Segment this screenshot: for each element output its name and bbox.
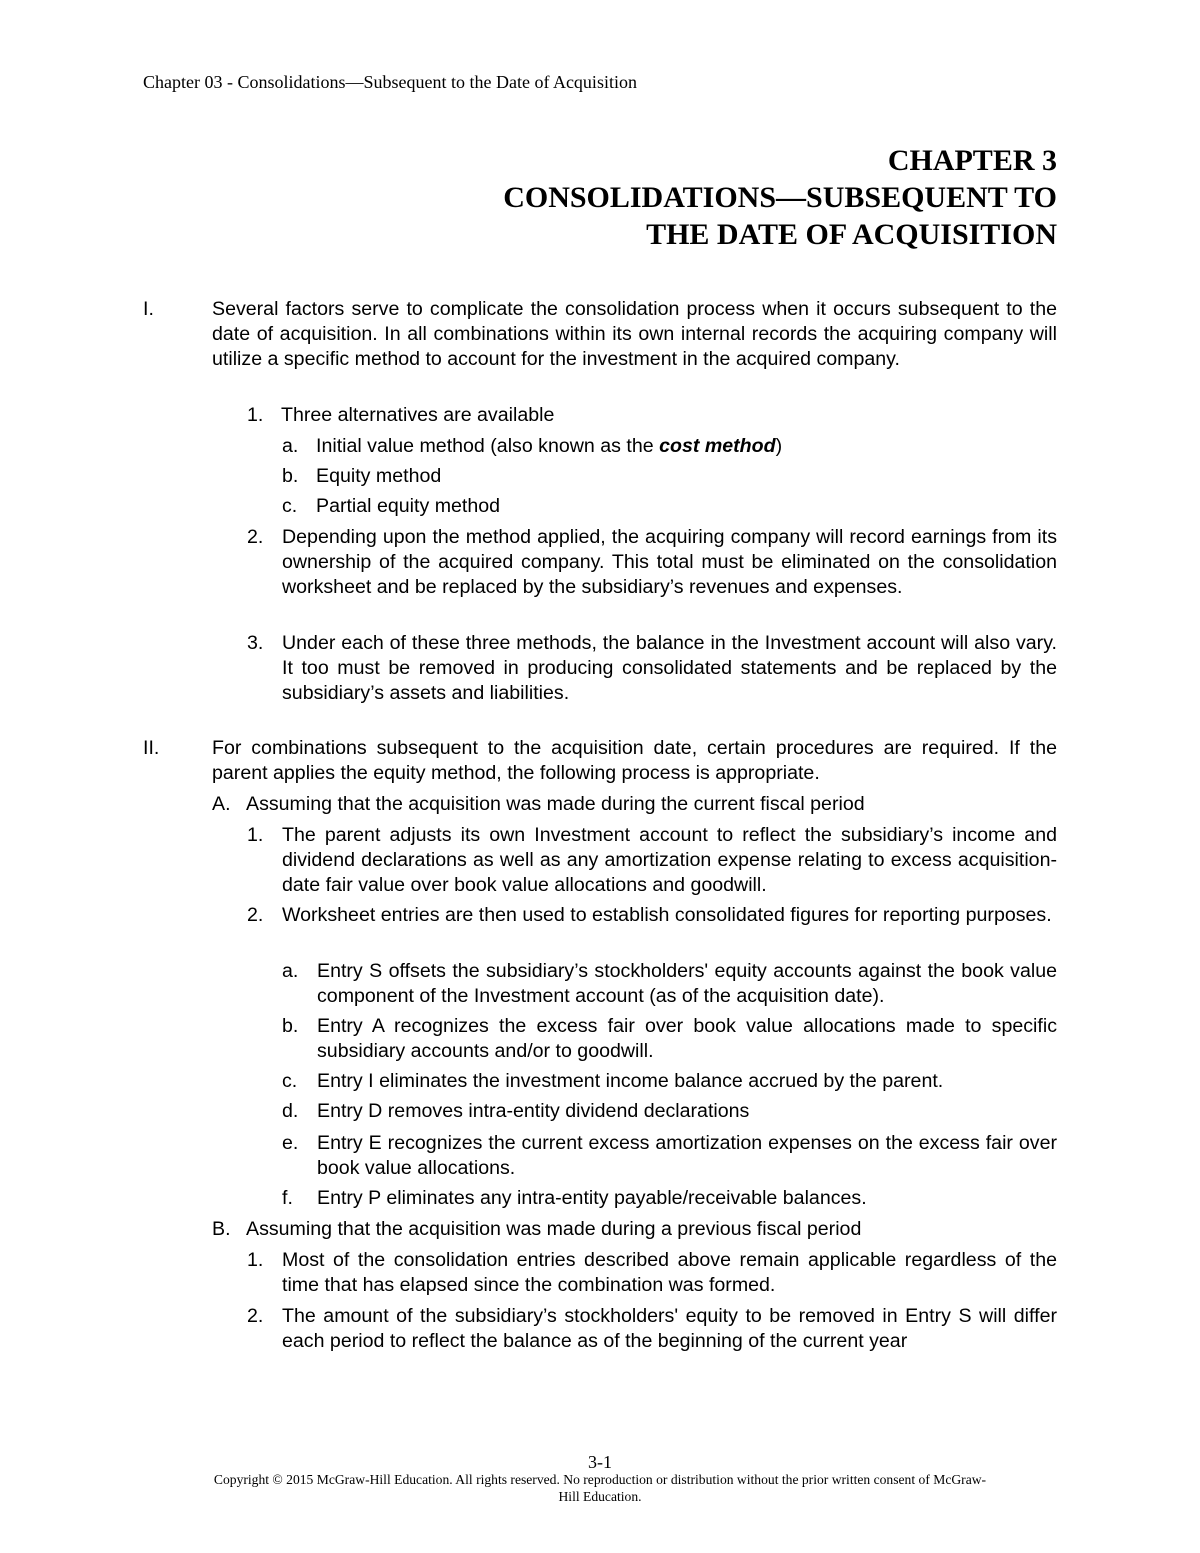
item-label: b.	[282, 1015, 299, 1037]
item-label: 3.	[247, 632, 264, 654]
subsection-heading	[212, 1217, 1057, 1242]
item-text: Entry E recognizes the current excess amortization expenses on the excess fair over book value allocations.	[317, 1132, 1057, 1179]
item-label: 2.	[247, 1305, 264, 1327]
sub-list-item	[317, 1186, 1057, 1211]
item-label: f.	[282, 1187, 293, 1209]
section-marker: II.	[143, 737, 160, 759]
sub-list-item	[282, 434, 1057, 459]
subsection-text: Assuming that the acquisition was made during the current fiscal period	[246, 793, 865, 815]
list-item	[282, 631, 1057, 706]
list-item	[282, 903, 1057, 928]
subsection-text: Assuming that the acquisition was made during a previous fiscal period	[246, 1218, 862, 1240]
item-text: Worksheet entries are then used to establish consolidated figures for reporting purposes.	[282, 904, 1052, 926]
section-text: Several factors serve to complicate the consolidation process when it occurs subsequent to the date of acquisition. In all combinations within its own internal records the acquiring company will utilize a specific method to account for the investment in the acquired company.	[212, 298, 1057, 370]
item-label: e.	[282, 1132, 299, 1154]
chapter-title-line2: THE DATE OF ACQUISITION	[646, 218, 1057, 251]
item-label: a.	[282, 960, 299, 982]
subsection-heading	[212, 792, 1057, 817]
item-label: 2.	[247, 904, 264, 926]
running-header: Chapter 03 - Consolidations—Subsequent to the Date of Acquisition	[143, 72, 637, 92]
list-item	[282, 1304, 1057, 1354]
item-text: Entry D removes intra-entity dividend declarations	[317, 1100, 750, 1122]
sub-list-item	[282, 494, 1057, 519]
item-text: Depending upon the method applied, the acquiring company will record earnings from its ownership of the acquired company. This total must be eliminated on the consolidation worksheet and be replaced by the subsidiary’s revenues and expenses.	[282, 526, 1057, 598]
item-label: c.	[282, 1070, 298, 1092]
subsection-label: A.	[212, 793, 231, 815]
item-text-before: Initial value method (also known as the	[316, 435, 660, 457]
sub-list-item	[317, 959, 1057, 1009]
section-marker: I.	[143, 298, 154, 320]
item-text: The amount of the subsidiary’s stockholders' equity to be removed in Entry S will differ each period to reflect the balance as of the beginning of the current year	[282, 1305, 1057, 1352]
item-label: d.	[282, 1100, 299, 1122]
item-label: 1.	[247, 824, 264, 846]
sub-list-item	[317, 1099, 1057, 1124]
section-paragraph	[212, 736, 1057, 786]
copyright-notice	[0, 1471, 1200, 1505]
item-text: Entry S offsets the subsidiary’s stockholders' equity accounts against the book value component of the Investment account (as of the acquisition date).	[317, 960, 1057, 1007]
page-number: 3-1	[588, 1452, 612, 1472]
sub-list-item	[317, 1131, 1057, 1181]
item-text-after: )	[775, 435, 783, 457]
item-text: Entry I eliminates the investment income balance accrued by the parent.	[317, 1070, 944, 1092]
item-label: 1.	[247, 1249, 264, 1271]
item-text: Under each of these three methods, the balance in the Investment account will also vary. It too must be removed in producing consolidated statements and be replaced by the subsidiary’s assets and liabilities.	[282, 632, 1057, 704]
chapter-title-line1: CONSOLIDATIONS—SUBSEQUENT TO	[503, 181, 1057, 214]
item-label: a.	[282, 435, 299, 457]
list-item	[282, 1248, 1057, 1298]
list-item	[282, 823, 1057, 898]
list-item	[247, 403, 1057, 428]
list-item	[282, 525, 1057, 600]
copyright-line: Copyright © 2015 McGraw-Hill Education. All rights reserved. No reproduction or distribution without the prior written consent of McGraw-	[213, 1472, 987, 1487]
section-paragraph	[212, 297, 1057, 372]
chapter-number: CHAPTER 3	[887, 144, 1057, 177]
sub-list-item	[317, 1014, 1057, 1064]
subsection-label: B.	[212, 1218, 231, 1240]
item-label: c.	[282, 495, 298, 517]
item-label: b.	[282, 465, 299, 487]
item-text: Entry A recognizes the excess fair over book value allocations made to specific subsidiary accounts and/or to goodwill.	[317, 1015, 1057, 1062]
item-text: Partial equity method	[316, 495, 501, 517]
item-text: Most of the consolidation entries described above remain applicable regardless of the time that has elapsed since the combination was formed.	[282, 1249, 1057, 1296]
item-text: The parent adjusts its own Investment account to reflect the subsidiary’s income and dividend declarations as well as any amortization expense relating to excess acquisition-date fair value over book value allocations and goodwill.	[282, 824, 1057, 896]
sub-list-item	[282, 464, 1057, 489]
item-text: Equity method	[316, 465, 442, 487]
sub-list-item	[317, 1069, 1057, 1094]
item-text: Entry P eliminates any intra-entity payable/receivable balances.	[317, 1187, 867, 1209]
copyright-line: Hill Education.	[558, 1489, 642, 1504]
section-text: For combinations subsequent to the acquisition date, certain procedures are required. If the parent applies the equity method, the following process is appropriate.	[212, 737, 1057, 784]
item-label: 1.	[247, 404, 264, 426]
item-text: Three alternatives are available	[281, 404, 555, 426]
cost-method-emphasis: cost method	[659, 435, 776, 457]
item-label: 2.	[247, 526, 264, 548]
